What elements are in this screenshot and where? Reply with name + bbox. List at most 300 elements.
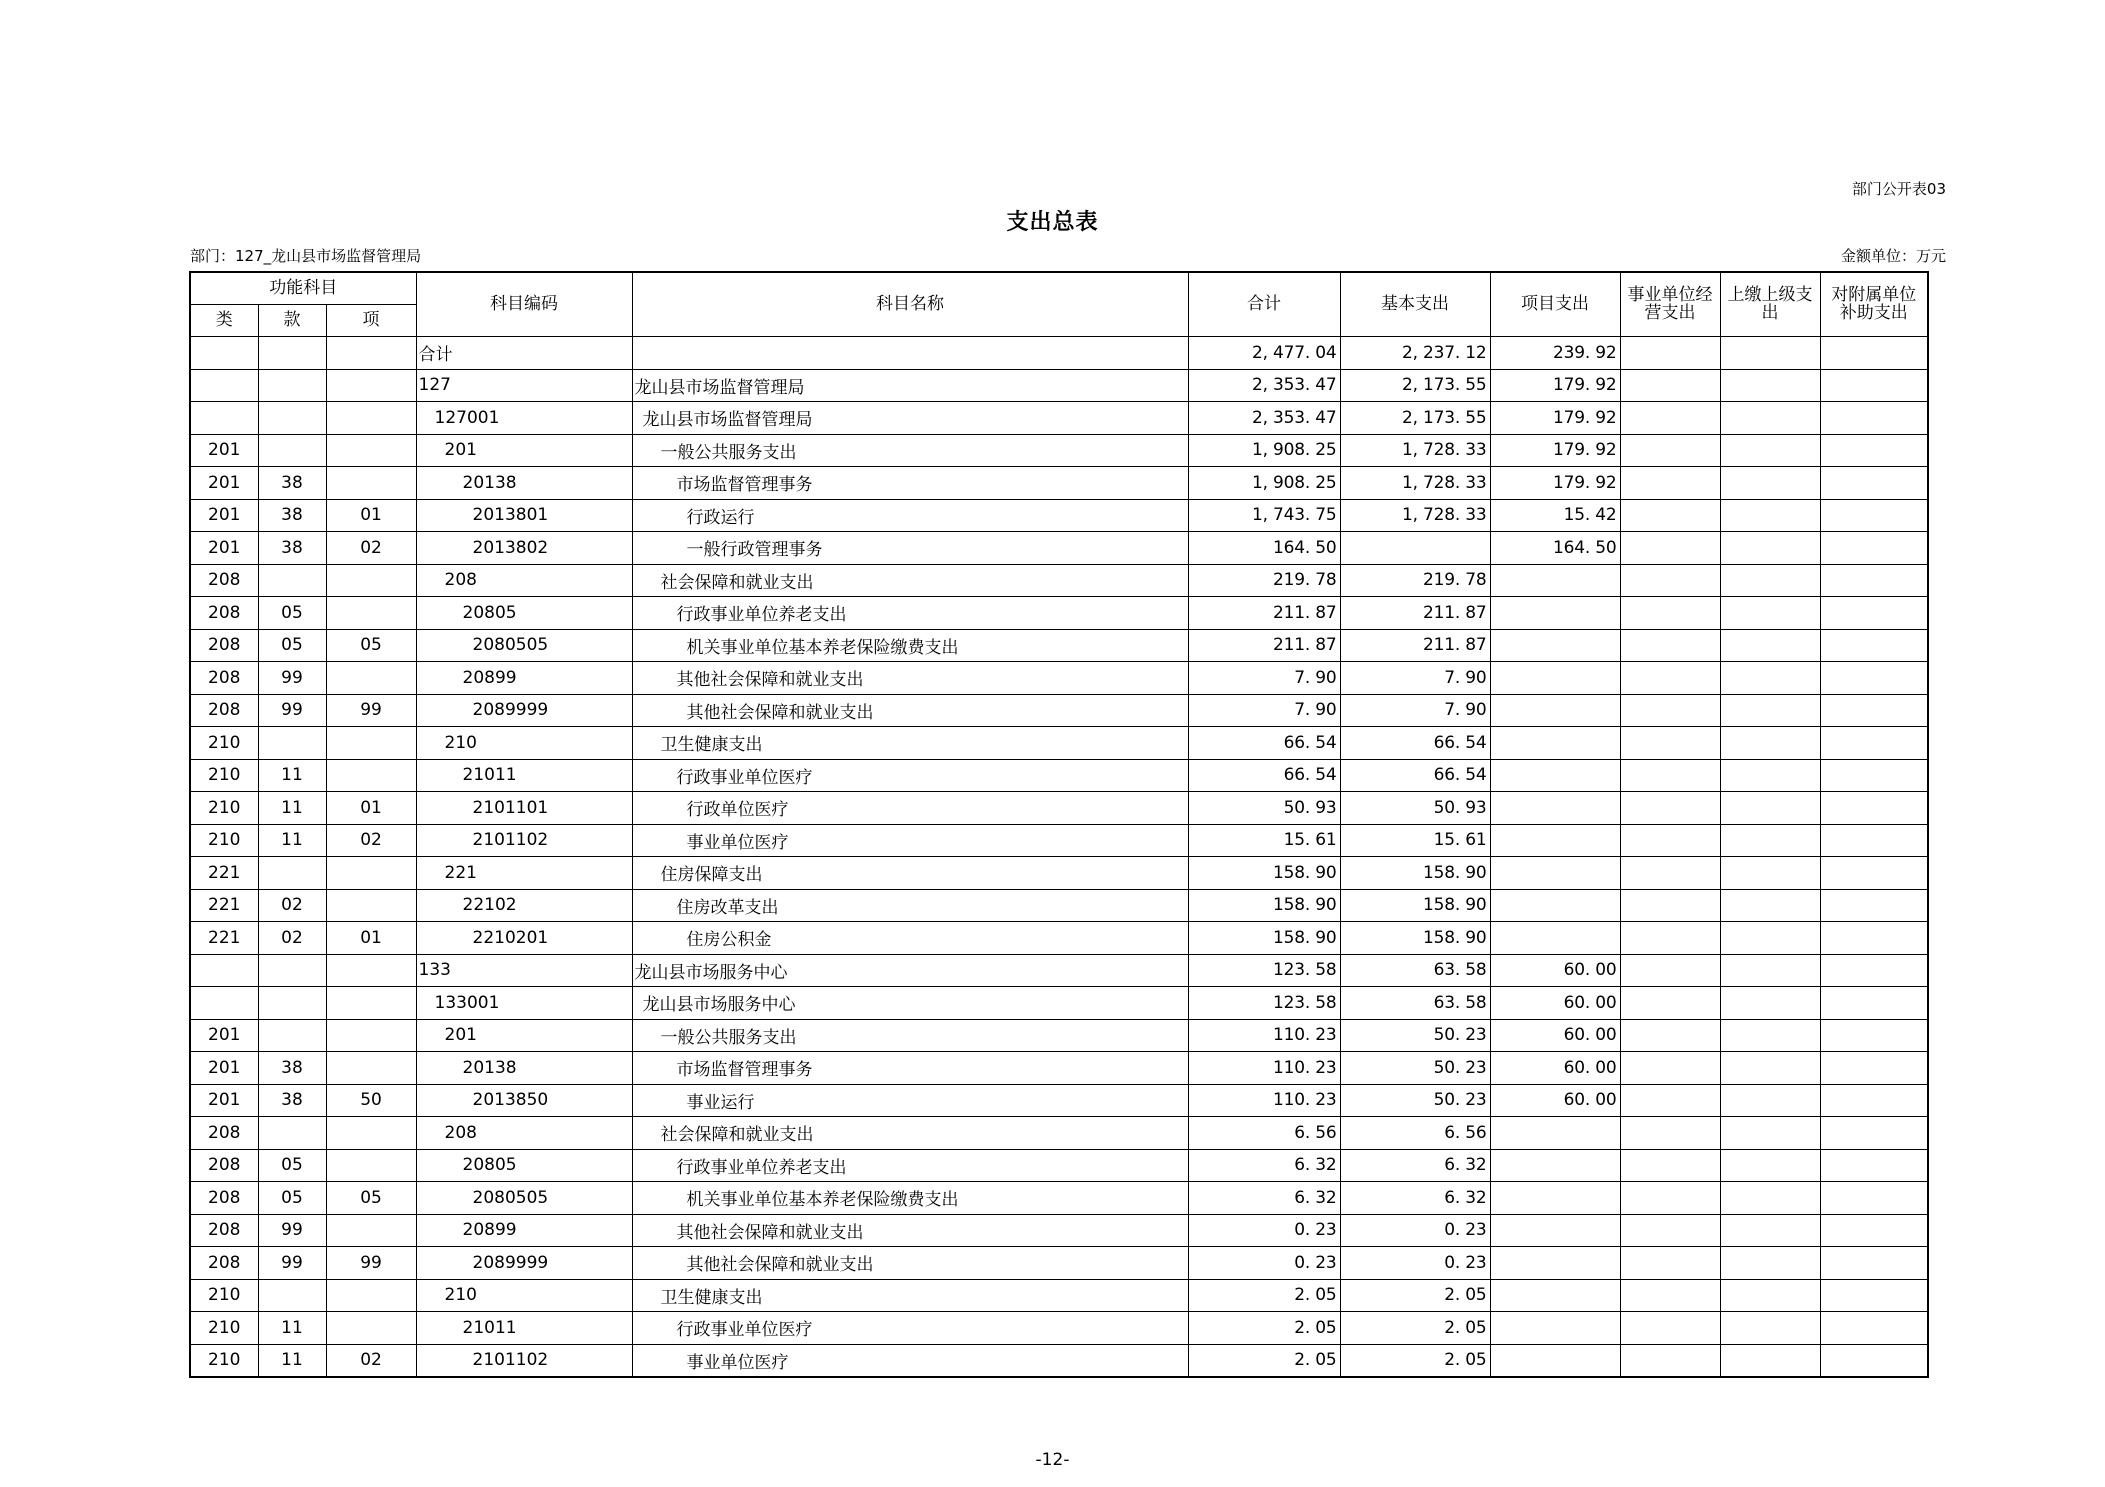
table-row	[190, 922, 1928, 955]
cell-subsidy	[1820, 402, 1928, 435]
cell-total: 7. 90	[1188, 662, 1340, 695]
cell-total: 123. 58	[1188, 954, 1340, 987]
cell-remit	[1720, 1149, 1820, 1182]
cell-total: 2, 353. 47	[1188, 402, 1340, 435]
cell-total: 110. 23	[1188, 1084, 1340, 1117]
cell-name: 一般行政管理事务	[632, 532, 1188, 565]
cell-xiang	[326, 434, 416, 467]
cell-basic: 158. 90	[1340, 922, 1490, 955]
cell-subsidy	[1820, 1279, 1928, 1312]
cell-operating	[1620, 694, 1720, 727]
cell-kuan: 11	[258, 1344, 326, 1377]
cell-kuan	[258, 1019, 326, 1052]
cell-project: 60. 00	[1490, 954, 1620, 987]
cell-kuan	[258, 337, 326, 370]
cell-lei: 208	[190, 694, 258, 727]
cell-total: 0. 23	[1188, 1214, 1340, 1247]
cell-subsidy	[1820, 889, 1928, 922]
cell-basic: 2, 173. 55	[1340, 402, 1490, 435]
cell-subsidy	[1820, 564, 1928, 597]
table-row	[190, 467, 1928, 500]
cell-remit	[1720, 532, 1820, 565]
cell-total: 158. 90	[1188, 922, 1340, 955]
cell-basic: 2. 05	[1340, 1344, 1490, 1377]
cell-subsidy	[1820, 597, 1928, 630]
cell-project	[1490, 564, 1620, 597]
cell-subsidy	[1820, 954, 1928, 987]
cell-kuan: 38	[258, 467, 326, 500]
cell-operating	[1620, 629, 1720, 662]
cell-xiang	[326, 369, 416, 402]
cell-lei: 208	[190, 1247, 258, 1280]
cell-kuan: 99	[258, 1247, 326, 1280]
cell-code: 21011	[416, 1312, 632, 1345]
table-row	[190, 1019, 1928, 1052]
cell-total: 158. 90	[1188, 857, 1340, 890]
table-row	[190, 1279, 1928, 1312]
cell-subsidy	[1820, 792, 1928, 825]
cell-xiang: 05	[326, 629, 416, 662]
cell-kuan	[258, 857, 326, 890]
cell-lei: 210	[190, 1344, 258, 1377]
page-number: -12-	[1035, 1450, 1070, 1470]
cell-subsidy	[1820, 369, 1928, 402]
cell-kuan: 05	[258, 1182, 326, 1215]
cell-total: 164. 50	[1188, 532, 1340, 565]
cell-operating	[1620, 889, 1720, 922]
cell-subsidy	[1820, 1214, 1928, 1247]
cell-kuan	[258, 402, 326, 435]
cell-name: 事业运行	[632, 1084, 1188, 1117]
table-row	[190, 564, 1928, 597]
cell-lei: 210	[190, 1312, 258, 1345]
cell-remit	[1720, 1214, 1820, 1247]
cell-remit	[1720, 629, 1820, 662]
cell-name: 行政事业单位医疗	[632, 1312, 1188, 1345]
cell-name: 龙山县市场服务中心	[632, 954, 1188, 987]
cell-basic: 2, 173. 55	[1340, 369, 1490, 402]
cell-project	[1490, 889, 1620, 922]
cell-total: 2, 477. 04	[1188, 337, 1340, 370]
cell-lei: 221	[190, 922, 258, 955]
cell-lei	[190, 954, 258, 987]
cell-code: 210	[416, 1279, 632, 1312]
cell-name: 事业单位医疗	[632, 1344, 1188, 1377]
cell-xiang	[326, 1052, 416, 1085]
cell-project	[1490, 1344, 1620, 1377]
cell-project	[1490, 1149, 1620, 1182]
cell-lei: 208	[190, 564, 258, 597]
cell-basic: 66. 54	[1340, 727, 1490, 760]
cell-total: 6. 56	[1188, 1117, 1340, 1150]
cell-total: 0. 23	[1188, 1247, 1340, 1280]
cell-operating	[1620, 1279, 1720, 1312]
cell-name: 一般公共服务支出	[632, 434, 1188, 467]
cell-project: 179. 92	[1490, 402, 1620, 435]
cell-operating	[1620, 792, 1720, 825]
header-name: 科目名称	[632, 272, 1188, 337]
cell-xiang	[326, 597, 416, 630]
cell-subsidy	[1820, 1084, 1928, 1117]
cell-basic: 1, 728. 33	[1340, 434, 1490, 467]
cell-project: 164. 50	[1490, 532, 1620, 565]
cell-code: 208	[416, 1117, 632, 1150]
cell-remit	[1720, 597, 1820, 630]
cell-code: 2089999	[416, 694, 632, 727]
table-row	[190, 1344, 1928, 1377]
cell-basic: 219. 78	[1340, 564, 1490, 597]
cell-name: 机关事业单位基本养老保险缴费支出	[632, 1182, 1188, 1215]
cell-kuan: 11	[258, 759, 326, 792]
cell-code: 133	[416, 954, 632, 987]
cell-operating	[1620, 337, 1720, 370]
cell-remit	[1720, 954, 1820, 987]
header-kuan: 款	[258, 305, 326, 337]
cell-project	[1490, 1182, 1620, 1215]
cell-basic: 1, 728. 33	[1340, 467, 1490, 500]
cell-name: 住房公积金	[632, 922, 1188, 955]
cell-total: 110. 23	[1188, 1052, 1340, 1085]
table-row	[190, 727, 1928, 760]
cell-subsidy	[1820, 662, 1928, 695]
table-row	[190, 1149, 1928, 1182]
cell-name: 一般公共服务支出	[632, 1019, 1188, 1052]
cell-basic: 2, 237. 12	[1340, 337, 1490, 370]
cell-operating	[1620, 824, 1720, 857]
cell-code: 2013802	[416, 532, 632, 565]
cell-code: 20899	[416, 662, 632, 695]
cell-code: 20138	[416, 467, 632, 500]
cell-operating	[1620, 1084, 1720, 1117]
cell-total: 2. 05	[1188, 1312, 1340, 1345]
header-project: 项目支出	[1490, 272, 1620, 337]
cell-basic: 2. 05	[1340, 1312, 1490, 1345]
cell-remit	[1720, 1247, 1820, 1280]
cell-project	[1490, 857, 1620, 890]
cell-subsidy	[1820, 1312, 1928, 1345]
cell-kuan: 02	[258, 889, 326, 922]
cell-subsidy	[1820, 629, 1928, 662]
cell-remit	[1720, 1312, 1820, 1345]
table-row	[190, 337, 1928, 370]
cell-operating	[1620, 1052, 1720, 1085]
cell-code: 合计	[416, 337, 632, 370]
cell-remit	[1720, 727, 1820, 760]
cell-operating	[1620, 597, 1720, 630]
cell-project: 179. 92	[1490, 434, 1620, 467]
table-row	[190, 434, 1928, 467]
cell-xiang	[326, 1312, 416, 1345]
cell-operating	[1620, 1182, 1720, 1215]
cell-subsidy	[1820, 467, 1928, 500]
cell-operating	[1620, 1312, 1720, 1345]
cell-operating	[1620, 532, 1720, 565]
cell-operating	[1620, 1149, 1720, 1182]
cell-code: 20138	[416, 1052, 632, 1085]
table-row	[190, 532, 1928, 565]
cell-kuan: 05	[258, 629, 326, 662]
cell-remit	[1720, 922, 1820, 955]
cell-code: 2101101	[416, 792, 632, 825]
cell-remit	[1720, 564, 1820, 597]
cell-name: 市场监督管理事务	[632, 467, 1188, 500]
cell-kuan: 99	[258, 662, 326, 695]
cell-xiang	[326, 662, 416, 695]
cell-project	[1490, 922, 1620, 955]
table-row	[190, 889, 1928, 922]
cell-code: 2101102	[416, 824, 632, 857]
cell-basic: 15. 61	[1340, 824, 1490, 857]
cell-operating	[1620, 1117, 1720, 1150]
cell-project	[1490, 1279, 1620, 1312]
cell-operating	[1620, 1214, 1720, 1247]
cell-lei: 210	[190, 759, 258, 792]
cell-total: 1, 743. 75	[1188, 499, 1340, 532]
cell-name: 机关事业单位基本养老保险缴费支出	[632, 629, 1188, 662]
cell-code: 201	[416, 434, 632, 467]
cell-name: 住房保障支出	[632, 857, 1188, 890]
cell-total: 1, 908. 25	[1188, 434, 1340, 467]
cell-operating	[1620, 987, 1720, 1020]
cell-basic: 6. 32	[1340, 1182, 1490, 1215]
table-row	[190, 824, 1928, 857]
cell-name: 龙山县市场监督管理局	[632, 402, 1188, 435]
cell-project	[1490, 1247, 1620, 1280]
cell-kuan: 38	[258, 1052, 326, 1085]
cell-lei: 201	[190, 532, 258, 565]
cell-lei: 210	[190, 824, 258, 857]
cell-total: 7. 90	[1188, 694, 1340, 727]
cell-code: 20899	[416, 1214, 632, 1247]
cell-xiang	[326, 1117, 416, 1150]
cell-operating	[1620, 1344, 1720, 1377]
cell-operating	[1620, 434, 1720, 467]
table-row	[190, 369, 1928, 402]
cell-basic: 158. 90	[1340, 889, 1490, 922]
cell-basic: 63. 58	[1340, 954, 1490, 987]
cell-code: 22102	[416, 889, 632, 922]
cell-lei: 208	[190, 597, 258, 630]
cell-lei: 208	[190, 1149, 258, 1182]
cell-lei: 210	[190, 727, 258, 760]
cell-total: 123. 58	[1188, 987, 1340, 1020]
cell-subsidy	[1820, 499, 1928, 532]
cell-basic: 211. 87	[1340, 629, 1490, 662]
cell-kuan	[258, 564, 326, 597]
cell-project: 60. 00	[1490, 1084, 1620, 1117]
cell-name: 行政运行	[632, 499, 1188, 532]
cell-remit	[1720, 662, 1820, 695]
cell-code: 2210201	[416, 922, 632, 955]
cell-kuan: 05	[258, 597, 326, 630]
cell-xiang	[326, 889, 416, 922]
cell-operating	[1620, 954, 1720, 987]
cell-xiang	[326, 1149, 416, 1182]
cell-name: 行政事业单位医疗	[632, 759, 1188, 792]
cell-subsidy	[1820, 987, 1928, 1020]
cell-subsidy	[1820, 1052, 1928, 1085]
cell-project	[1490, 759, 1620, 792]
cell-kuan	[258, 434, 326, 467]
cell-lei: 208	[190, 1214, 258, 1247]
cell-name: 龙山县市场监督管理局	[632, 369, 1188, 402]
cell-operating	[1620, 759, 1720, 792]
cell-xiang	[326, 337, 416, 370]
table-row	[190, 857, 1928, 890]
cell-code: 2013801	[416, 499, 632, 532]
cell-total: 158. 90	[1188, 889, 1340, 922]
cell-kuan: 99	[258, 694, 326, 727]
cell-code: 2080505	[416, 1182, 632, 1215]
cell-name	[632, 337, 1188, 370]
header-total: 合计	[1188, 272, 1340, 337]
cell-lei: 208	[190, 629, 258, 662]
cell-xiang: 02	[326, 824, 416, 857]
cell-name: 卫生健康支出	[632, 1279, 1188, 1312]
cell-xiang	[326, 857, 416, 890]
cell-basic: 2. 05	[1340, 1279, 1490, 1312]
cell-remit	[1720, 467, 1820, 500]
cell-remit	[1720, 1117, 1820, 1150]
header-xiang: 项	[326, 305, 416, 337]
cell-subsidy	[1820, 1247, 1928, 1280]
cell-total: 66. 54	[1188, 759, 1340, 792]
cell-name: 卫生健康支出	[632, 727, 1188, 760]
cell-kuan	[258, 987, 326, 1020]
cell-name: 社会保障和就业支出	[632, 564, 1188, 597]
cell-lei: 221	[190, 889, 258, 922]
header-subsidy: 对附属单位补助支出	[1820, 272, 1928, 337]
cell-name: 市场监督管理事务	[632, 1052, 1188, 1085]
cell-basic: 0. 23	[1340, 1247, 1490, 1280]
cell-remit	[1720, 1182, 1820, 1215]
cell-kuan: 11	[258, 824, 326, 857]
cell-project: 239. 92	[1490, 337, 1620, 370]
cell-xiang	[326, 564, 416, 597]
cell-lei: 201	[190, 434, 258, 467]
cell-operating	[1620, 369, 1720, 402]
table-row	[190, 987, 1928, 1020]
cell-name: 行政事业单位养老支出	[632, 597, 1188, 630]
cell-operating	[1620, 564, 1720, 597]
cell-xiang: 02	[326, 532, 416, 565]
cell-subsidy	[1820, 532, 1928, 565]
table-row	[190, 1182, 1928, 1215]
cell-basic: 63. 58	[1340, 987, 1490, 1020]
cell-project: 60. 00	[1490, 1052, 1620, 1085]
table-row	[190, 499, 1928, 532]
cell-subsidy	[1820, 759, 1928, 792]
cell-xiang	[326, 727, 416, 760]
table-row	[190, 694, 1928, 727]
cell-operating	[1620, 922, 1720, 955]
cell-basic: 158. 90	[1340, 857, 1490, 890]
cell-operating	[1620, 857, 1720, 890]
cell-operating	[1620, 1019, 1720, 1052]
header-remit: 上缴上级支出	[1720, 272, 1820, 337]
cell-project: 60. 00	[1490, 1019, 1620, 1052]
cell-xiang: 50	[326, 1084, 416, 1117]
table-row	[190, 662, 1928, 695]
cell-lei: 201	[190, 1052, 258, 1085]
cell-subsidy	[1820, 1344, 1928, 1377]
cell-lei: 201	[190, 499, 258, 532]
cell-total: 6. 32	[1188, 1182, 1340, 1215]
table-row	[190, 1117, 1928, 1150]
cell-remit	[1720, 1052, 1820, 1085]
page-title: 支出总表	[1006, 210, 1099, 235]
cell-kuan: 05	[258, 1149, 326, 1182]
cell-code: 20805	[416, 597, 632, 630]
cell-xiang	[326, 987, 416, 1020]
cell-kuan	[258, 727, 326, 760]
cell-remit	[1720, 369, 1820, 402]
cell-lei	[190, 402, 258, 435]
cell-name: 龙山县市场服务中心	[632, 987, 1188, 1020]
cell-xiang: 01	[326, 499, 416, 532]
cell-subsidy	[1820, 922, 1928, 955]
cell-basic	[1340, 532, 1490, 565]
cell-name: 其他社会保障和就业支出	[632, 694, 1188, 727]
cell-operating	[1620, 727, 1720, 760]
cell-operating	[1620, 662, 1720, 695]
cell-subsidy	[1820, 1182, 1928, 1215]
cell-subsidy	[1820, 434, 1928, 467]
cell-xiang: 99	[326, 1247, 416, 1280]
cell-basic: 7. 90	[1340, 662, 1490, 695]
cell-remit	[1720, 759, 1820, 792]
cell-kuan: 38	[258, 532, 326, 565]
cell-remit	[1720, 987, 1820, 1020]
cell-operating	[1620, 499, 1720, 532]
cell-code: 2080505	[416, 629, 632, 662]
cell-code: 127001	[416, 402, 632, 435]
cell-xiang	[326, 1279, 416, 1312]
cell-remit	[1720, 1084, 1820, 1117]
cell-xiang: 01	[326, 922, 416, 955]
cell-basic: 50. 93	[1340, 792, 1490, 825]
cell-remit	[1720, 694, 1820, 727]
cell-name: 其他社会保障和就业支出	[632, 662, 1188, 695]
cell-basic: 6. 56	[1340, 1117, 1490, 1150]
cell-lei: 201	[190, 1084, 258, 1117]
cell-subsidy	[1820, 727, 1928, 760]
cell-project: 15. 42	[1490, 499, 1620, 532]
cell-code: 127	[416, 369, 632, 402]
cell-code: 21011	[416, 759, 632, 792]
cell-xiang: 05	[326, 1182, 416, 1215]
cell-project	[1490, 824, 1620, 857]
table-row	[190, 954, 1928, 987]
cell-name: 行政单位医疗	[632, 792, 1188, 825]
cell-code: 208	[416, 564, 632, 597]
cell-total: 219. 78	[1188, 564, 1340, 597]
cell-project	[1490, 597, 1620, 630]
cell-lei: 210	[190, 1279, 258, 1312]
cell-kuan: 99	[258, 1214, 326, 1247]
table-row	[190, 597, 1928, 630]
cell-basic: 66. 54	[1340, 759, 1490, 792]
cell-name: 住房改革支出	[632, 889, 1188, 922]
cell-project: 179. 92	[1490, 467, 1620, 500]
header-lei: 类	[190, 305, 258, 337]
cell-name: 其他社会保障和就业支出	[632, 1247, 1188, 1280]
cell-kuan: 38	[258, 1084, 326, 1117]
cell-remit	[1720, 499, 1820, 532]
cell-lei: 201	[190, 1019, 258, 1052]
cell-basic: 6. 32	[1340, 1149, 1490, 1182]
cell-remit	[1720, 824, 1820, 857]
